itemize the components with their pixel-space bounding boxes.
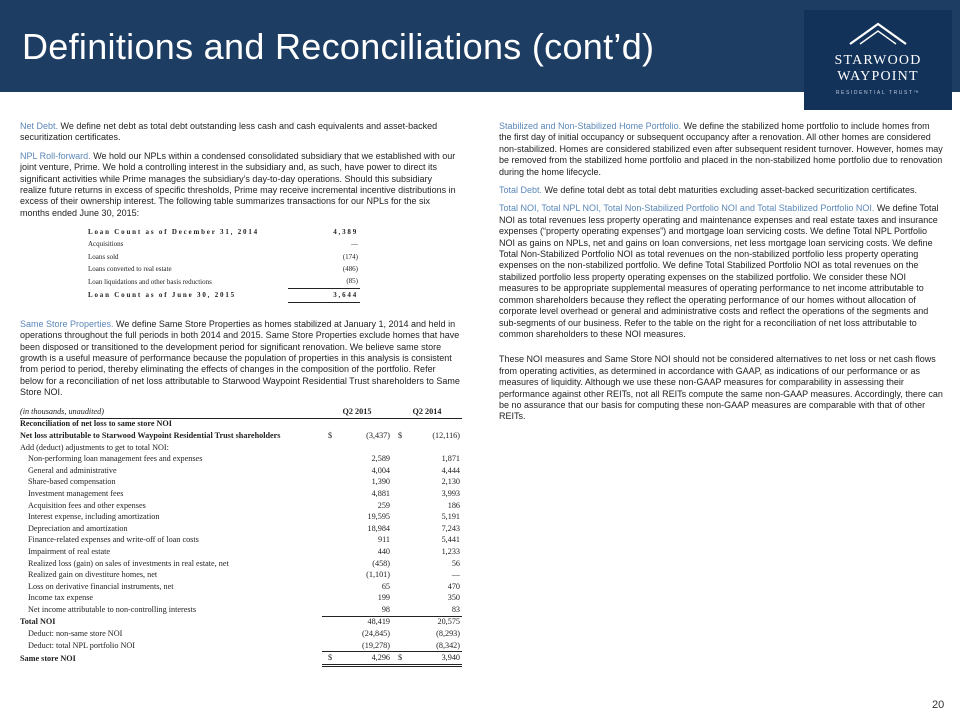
table-row: Total NOI 48,419 20,575 bbox=[20, 617, 460, 627]
total-debt-text: We define total debt as total debt maturities excluding asset-backed securitization certificates. bbox=[542, 185, 918, 196]
table-row: Impairment of real estate 440 1,233 bbox=[28, 546, 460, 556]
table-row: Investment management fees 4,881 3,993 bbox=[28, 488, 460, 498]
same-store-term: Same Store Properties. bbox=[20, 318, 114, 329]
logo-text-starwood: STARWOOD bbox=[834, 53, 922, 68]
table-row: Reconciliation of net loss to same store NOI bbox=[20, 419, 172, 429]
npl-paragraph bbox=[20, 151, 460, 219]
page-number: 20 bbox=[932, 699, 945, 711]
table-row: General and administrative 4,004 4,444 bbox=[28, 465, 460, 475]
table-row: Acquisitions — bbox=[88, 240, 358, 249]
right-column bbox=[499, 121, 943, 430]
left-column bbox=[20, 121, 460, 406]
table-row: Same store NOI $ 4,296 $ 3,940 bbox=[20, 652, 462, 666]
stabilized-term: Stabilized and Non-Stabilized Home Portfolio. bbox=[499, 121, 682, 131]
page-title: Definitions and Reconciliations (cont’d) bbox=[22, 26, 655, 67]
table-row: Loan Count as of June 30, 2015 3,644 bbox=[88, 289, 360, 302]
table-row: Add (deduct) adjustments to get to total NOI: bbox=[20, 442, 169, 452]
closing-paragraph: These NOI measures and Same Store NOI should not be considered alternatives to net loss or net cash flows from operating activities, as determined in accordance with GAAP, as indications of our performance or as measures of liquidity. Although we use these non-GAAP measures for comparability in assessing their performance against other REITs, not all REITs compute the same non-GAAP measures. Accordingly, there can be no assurance that our basis for computing these non-GAAP measures are comparable with that of other REITs. bbox=[499, 354, 943, 422]
roof-icon bbox=[804, 10, 952, 54]
npl-term: NPL Roll-forward. bbox=[20, 150, 91, 161]
noi-reconciliation-table bbox=[20, 406, 462, 667]
table-row: Realized gain on divestiture homes, net (1,101) — bbox=[28, 570, 460, 580]
noi-definitions-paragraph bbox=[499, 203, 943, 340]
npl-text: We hold our NPLs within a condensed consolidated subsidiary that we established with our joint venture, Prime. We hold a controlling interest in the subsidiary and, as such, have power to direct its significant activities while Prime manages the subsidiary’s day-to-day operations. Should this subsidiary realize future returns in excess of specific thresholds, Prime may receive incremental incentive distributions in excess of their ownership interest. The following table summarizes transactions for our NPLs for the six months ended June 30, 2015: bbox=[20, 150, 456, 218]
company-logo bbox=[804, 10, 952, 110]
table-row: Acquisition fees and other expenses 259 186 bbox=[28, 500, 460, 510]
table-row: Income tax expense 199 350 bbox=[28, 593, 460, 603]
logo-text-residential: RESIDENTIAL TRUST™ bbox=[835, 90, 921, 96]
table-row: Finance-related expenses and write-off of loan costs 911 5,441 bbox=[28, 535, 460, 545]
net-debt-paragraph bbox=[20, 121, 460, 144]
table-row: Deduct: total NPL portfolio NOI (19,278) (8,342) bbox=[28, 640, 460, 650]
noi-text: We define Total NOI as total revenues less property operating and maintenance expenses and real estate taxes and insurance expenses (“property operating expenses”) and mortgage loan servicing costs. We define Total NPL Portfolio NOI as gains on NPLs, net and gains on loan conversions, net less mortgage loan servicing costs. We define Total Non-Stabilized Portfolio NOI as total revenues on the non-stabilized portfolio less property operating expenses on the non-stabilized portfolio. We define Total Stabilized Portfolio NOI as total revenues on the stabilized portfolio less property operating expenses on the stabilized portfolio. We consider these NOI measures to be appropriate supplemental measures of operating performance to net income attributable to common shareholders because they reflect the operating performance of our homes without allocation of corporate level overhead or general and administrative costs and reflect the operations of the segments and sub-segments of our business. Refer to the table on the right for a reconciliation of net loss attributable to common shareholders to these NOI measures. bbox=[499, 203, 939, 339]
table-header-row: (in thousands, unaudited) Q2 2015 Q2 2014 bbox=[20, 406, 462, 418]
loan-count-table bbox=[88, 226, 360, 302]
table-row: Loans sold (174) bbox=[88, 252, 358, 261]
table-row: Share-based compensation 1,390 2,130 bbox=[28, 477, 460, 487]
table-row: Non-performing loan management fees and expenses 2,589 1,871 bbox=[28, 454, 460, 464]
net-debt-term: Net Debt. bbox=[20, 121, 59, 131]
table-row: Depreciation and amortization 18,984 7,243 bbox=[28, 523, 460, 533]
table-row: Loans converted to real estate (486) bbox=[88, 264, 358, 273]
table-row: Interest expense, including amortization 19,595 5,191 bbox=[28, 512, 460, 522]
table-row: Realized loss (gain) on sales of investments in real estate, net (458) 56 bbox=[28, 558, 460, 568]
table-row: Loan Count as of December 31, 2014 4,389 bbox=[88, 227, 358, 236]
same-store-text: We define Same Store Properties as homes stabilized at January 1, 2014 and held in operations throughout the full periods in both 2014 and 2015. Same Store Properties exclude homes that have been disposed or transitioned to the development period for significant renovation. We believe same store growth is a useful measure of performance because the population of properties in this analysis is consistent from period to period, thereby eliminating the effects of changes in the composition of the portfolio. Refer below for a reconciliation of net loss attributable to Starwood Waypoint Residential Trust shareholders to Same Store NOI. bbox=[20, 318, 460, 398]
total-debt-paragraph bbox=[499, 185, 943, 196]
table-row: Loss on derivative financial instruments, net 65 470 bbox=[28, 581, 460, 591]
stabilized-paragraph bbox=[499, 121, 943, 178]
logo-text-waypoint: WAYPOINT bbox=[837, 69, 919, 84]
stabilized-text: We define the stabilized home portfolio to include homes from the first day of initial occupancy or subsequent occupancy after a renovation. All other homes are considered non-stabilized. Homes are considered stabilized even after subsequent resident turnover. However, homes may be removed from the stabilized home portfolio and placed in the non-stabilized home portfolio due to renovation during the home lifecycle. bbox=[499, 121, 943, 177]
table-row: Deduct: non-same store NOI (24,845) (8,293) bbox=[28, 629, 460, 639]
table-row: Net loss attributable to Starwood Waypoint Residential Trust shareholders $ (3,437) $ (12,116) bbox=[20, 430, 460, 440]
noi-term: Total NOI, Total NPL NOI, Total Non-Stabilized Portfolio NOI and Total Stabilized Portfolio NOI. bbox=[499, 203, 875, 214]
net-debt-text: We define net debt as total debt outstanding less cash and cash equivalents and asset-backed securitization certificates. bbox=[20, 121, 438, 143]
same-store-paragraph bbox=[20, 319, 460, 399]
table-row: Loan liquidations and other basis reductions (85) bbox=[88, 277, 358, 286]
total-debt-term: Total Debt. bbox=[499, 185, 543, 196]
table-row: Net income attributable to non-controlling interests 98 83 bbox=[28, 604, 460, 615]
